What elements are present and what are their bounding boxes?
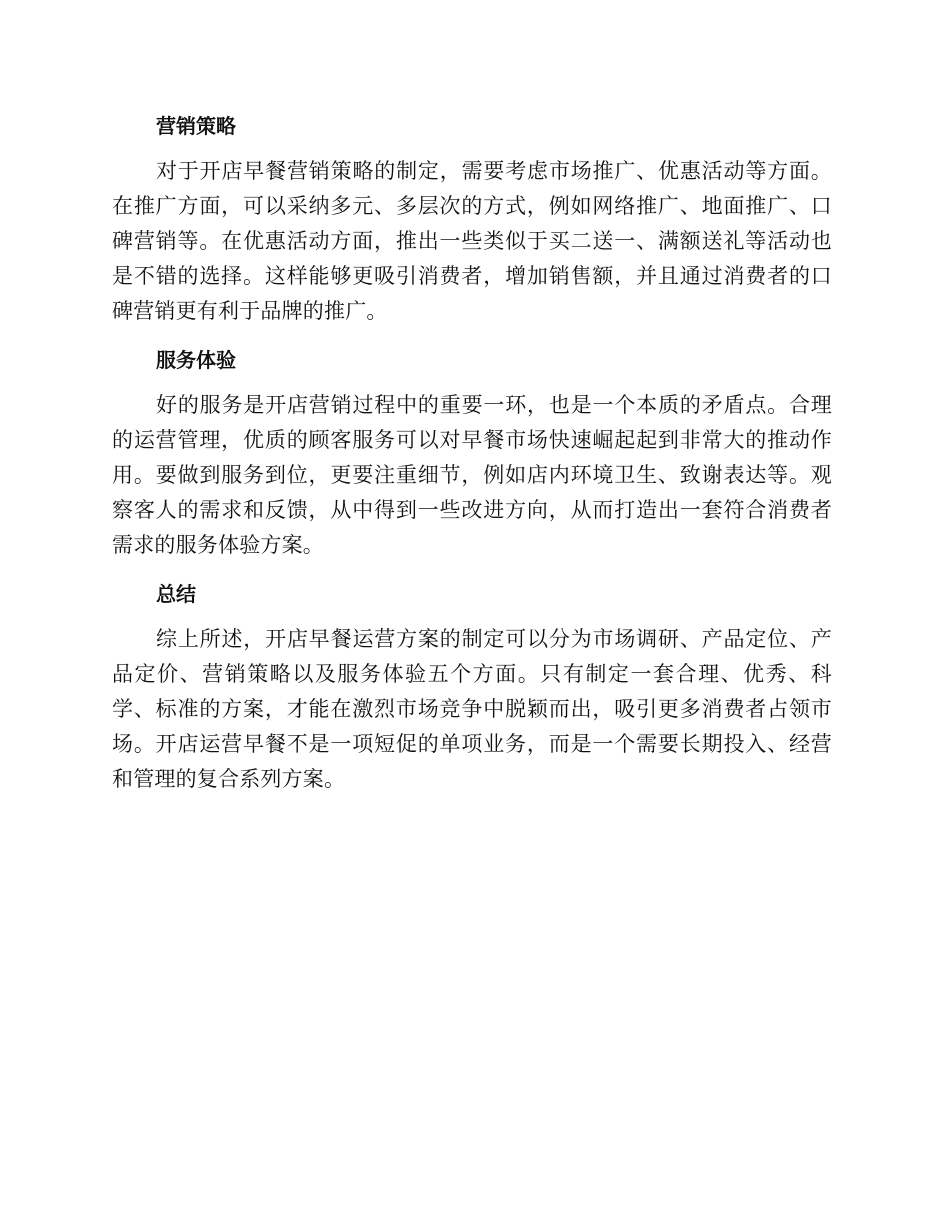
document-page: [112, 108, 832, 810]
section-paragraph: 对于开店早餐营销策略的制定，需要考虑市场推广、优惠活动等方面。在推广方面，可以采纳多元、多层次的方式，例如网络推广、地面推广、口碑营销等。在优惠活动方面，推出一些类似于买二送一、满额送礼等活动也是不错的选择。这样能够更吸引消费者，增加销售额，并且通过消费者的口碑营销更有利于品牌的推广。: [112, 159, 832, 323]
section-service-experience: [112, 342, 832, 563]
section-marketing-strategy: [112, 108, 832, 329]
section-paragraph: 好的服务是开店营销过程中的重要一环，也是一个本质的矛盾点。合理的运营管理，优质的顾客服务可以对早餐市场快速崛起起到非常大的推动作用。要做到服务到位，更要注重细节，例如店内环境卫生、致谢表达等。观察客人的需求和反馈，从中得到一些改进方向，从而打造出一套符合消费者需求的服务体验方案。: [112, 393, 832, 557]
section-heading: 总结: [156, 582, 196, 606]
section-paragraph: 综上所述，开店早餐运营方案的制定可以分为市场调研、产品定位、产品定价、营销策略以及服务体验五个方面。只有制定一套合理、优秀、科学、标准的方案，才能在激烈市场竞争中脱颖而出，吸引更多消费者占领市场。开店运营早餐不是一项短促的单项业务，而是一个需要长期投入、经营和管理的复合系列方案。: [112, 627, 832, 791]
section-heading: 服务体验: [156, 348, 236, 372]
section-summary: [112, 576, 832, 797]
section-heading: 营销策略: [156, 114, 236, 138]
